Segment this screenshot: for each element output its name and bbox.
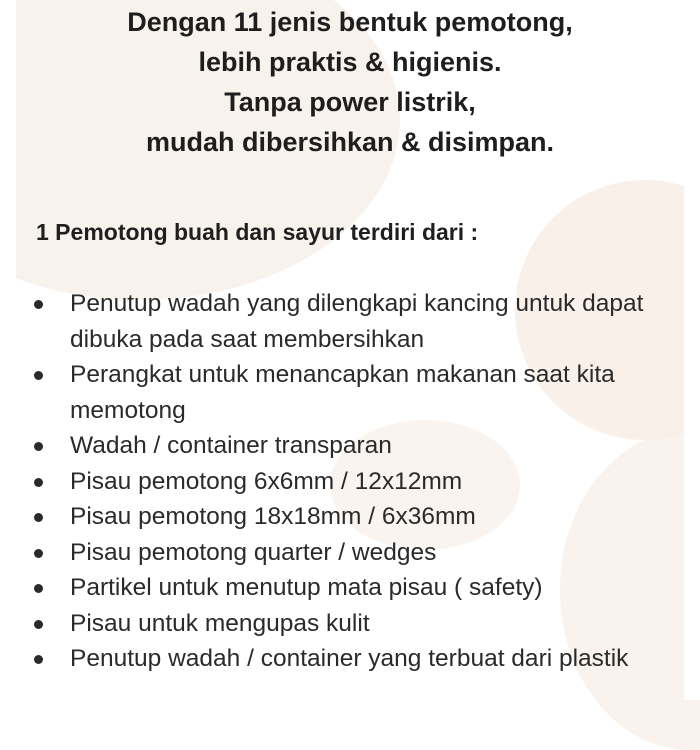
list-item-text: Pisau pemotong quarter / wedges bbox=[70, 538, 437, 566]
bullet-icon bbox=[34, 478, 43, 487]
list-item bbox=[30, 357, 680, 428]
list-item-text: Pisau pemotong 6x6mm / 12x12mm bbox=[70, 467, 463, 495]
bullet-icon bbox=[34, 549, 43, 558]
list-item bbox=[30, 286, 680, 357]
list-item-text: Pisau untuk mengupas kulit bbox=[70, 609, 370, 637]
contents-title: 1 Pemotong buah dan sayur terdiri dari : bbox=[36, 219, 479, 245]
list-item bbox=[30, 464, 680, 500]
headline-line: lebih praktis & higienis. bbox=[198, 47, 502, 77]
page-border-right bbox=[684, 0, 700, 700]
headline-line: Tanpa power listrik, bbox=[224, 87, 476, 117]
list-item-text: Partikel untuk menutup mata pisau ( safety) bbox=[70, 574, 543, 601]
list-item bbox=[30, 499, 680, 535]
bullet-icon bbox=[34, 620, 43, 629]
list-item bbox=[30, 606, 680, 642]
bullet-icon bbox=[34, 371, 43, 380]
list-item bbox=[30, 535, 680, 571]
list-item bbox=[30, 428, 680, 464]
list-item-text: Perangkat untuk menancapkan makanan saat kita memotong bbox=[70, 361, 615, 424]
bullet-icon bbox=[34, 655, 43, 664]
list-item-text: Penutup wadah / container yang terbuat dari plastik bbox=[70, 645, 629, 672]
bullet-icon bbox=[34, 300, 43, 309]
headline-line: Dengan 11 jenis bentuk pemotong, bbox=[127, 7, 573, 37]
list-item-text: Penutup wadah yang dilengkapi kancing untuk dapat dibuka pada saat membersihkan bbox=[70, 290, 644, 353]
headline-line: mudah dibersihkan & disimpan. bbox=[145, 127, 555, 157]
bullet-icon bbox=[34, 513, 43, 522]
headline bbox=[30, 2, 670, 162]
list-item bbox=[30, 570, 680, 606]
list-item-text: Wadah / container transparan bbox=[70, 432, 392, 459]
page-border-left bbox=[0, 0, 16, 700]
list-item-text: Pisau pemotong 18x18mm / 6x36mm bbox=[70, 503, 476, 530]
contents-list bbox=[30, 286, 680, 677]
bullet-icon bbox=[34, 584, 43, 593]
list-item bbox=[30, 641, 680, 677]
bullet-icon bbox=[34, 442, 43, 451]
